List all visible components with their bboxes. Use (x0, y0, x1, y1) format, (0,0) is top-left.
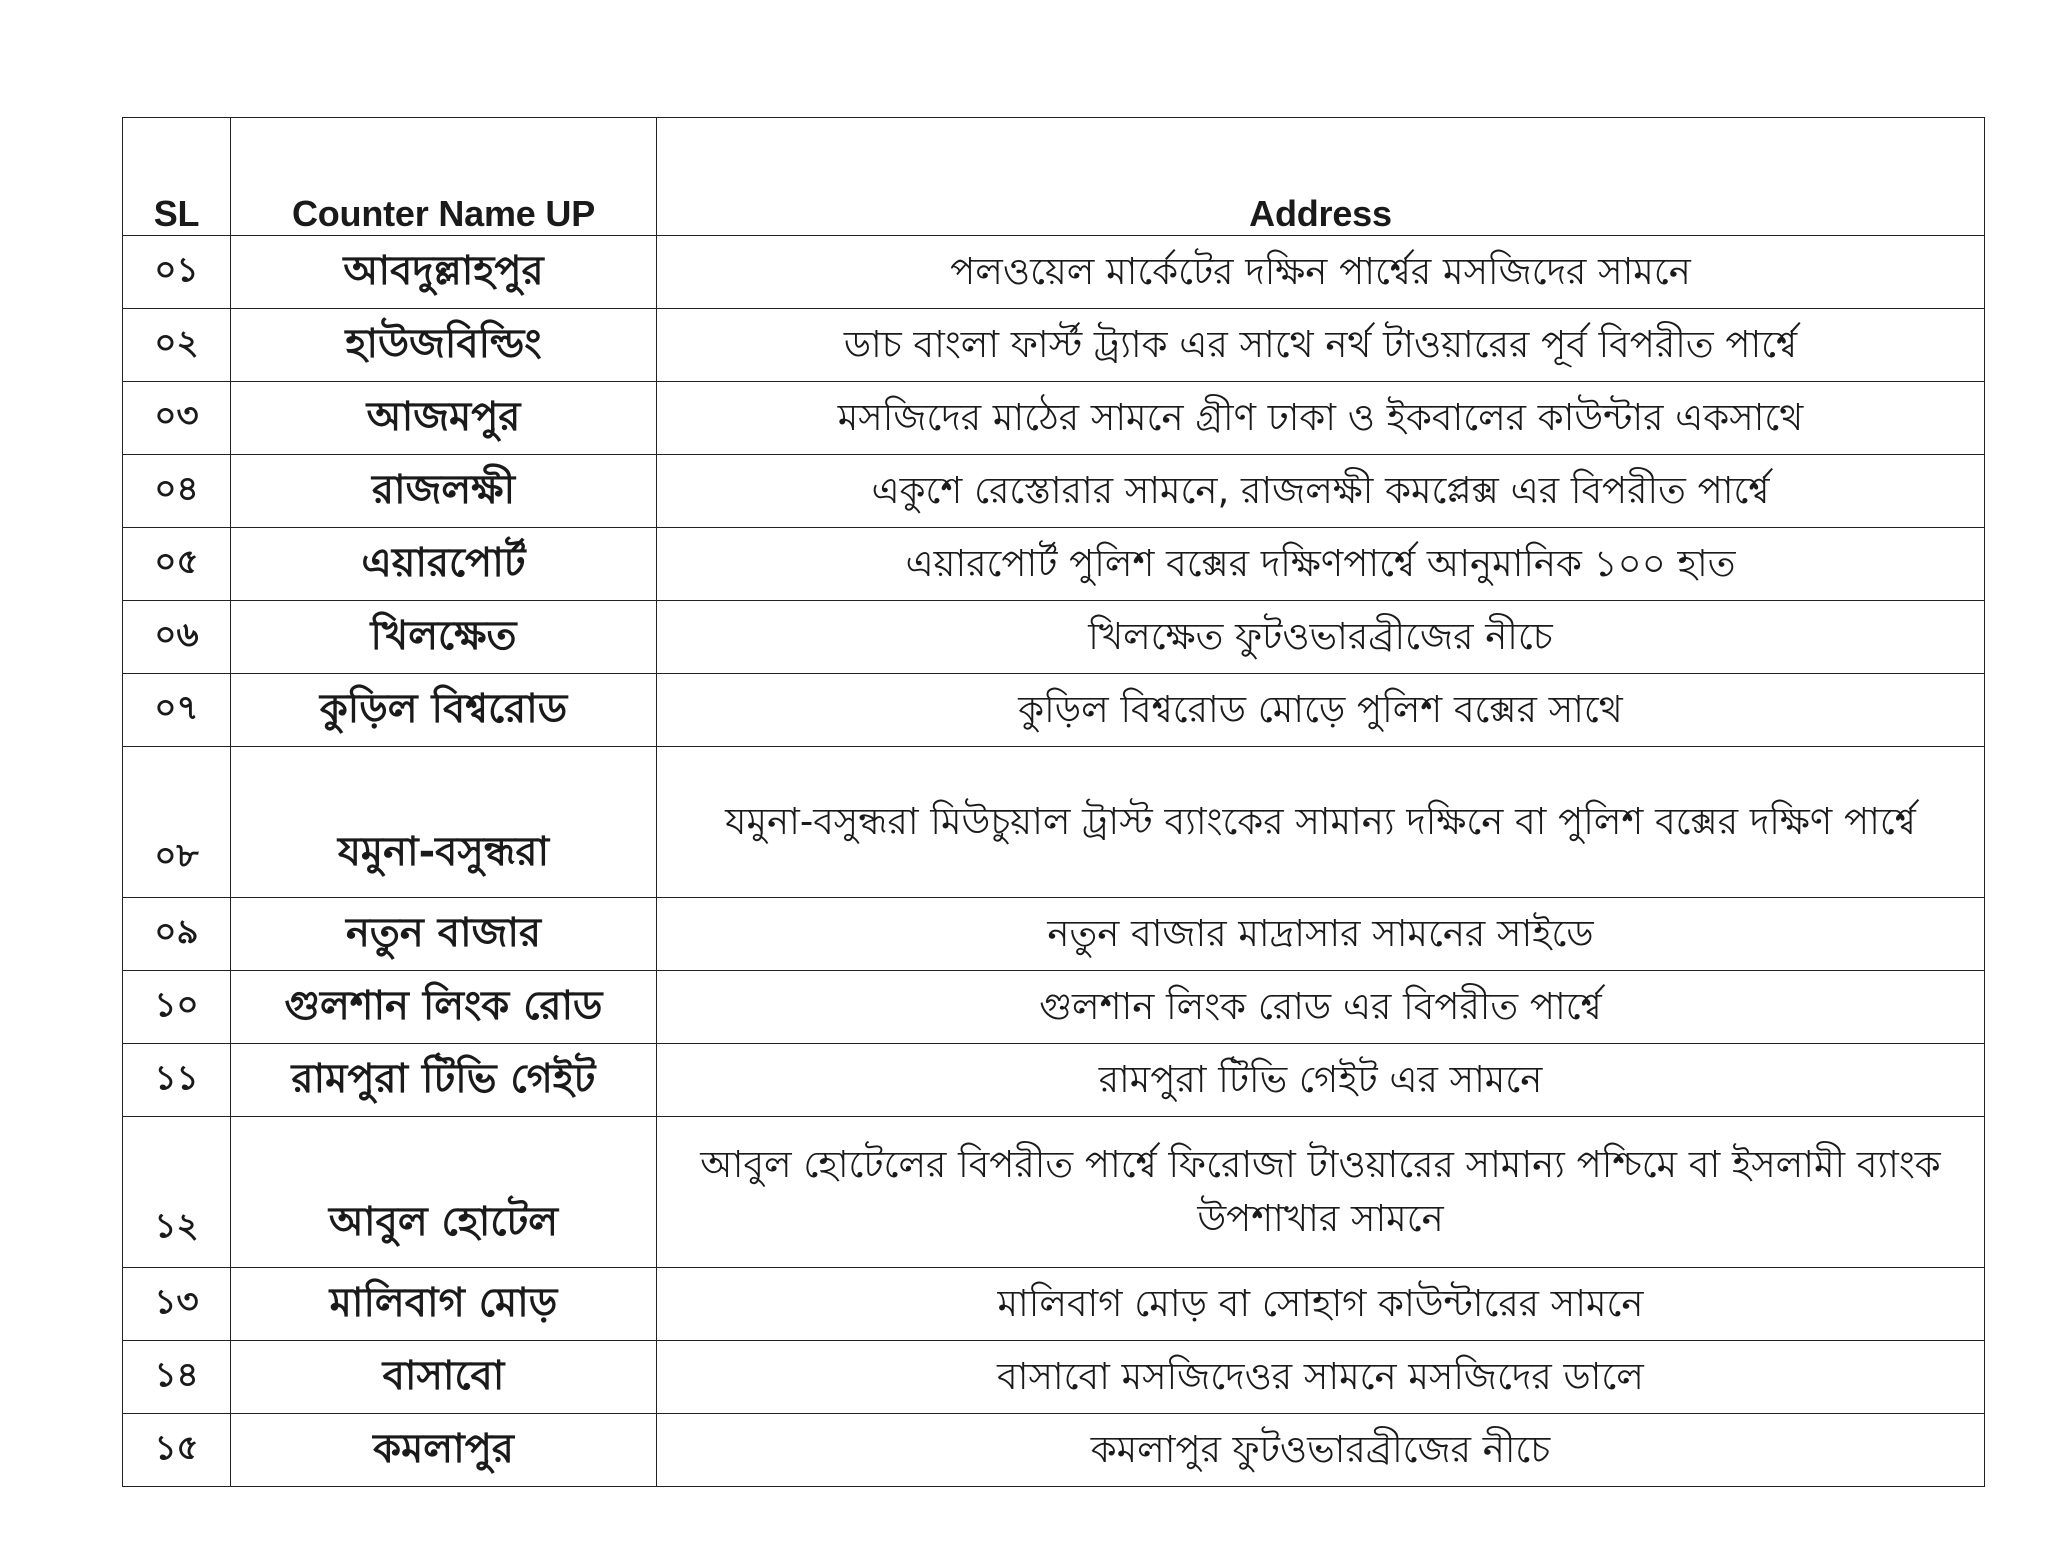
row-sl: ০৩ (123, 382, 231, 455)
table-row (123, 1044, 1985, 1117)
row-counter-name: যমুনা-বসুন্ধরা (231, 747, 657, 898)
row-sl: ১৫ (123, 1414, 231, 1487)
row-sl: ০৭ (123, 674, 231, 747)
row-sl: ১৩ (123, 1268, 231, 1341)
row-sl: ০২ (123, 309, 231, 382)
row-sl: ০৫ (123, 528, 231, 601)
row-counter-name: কুড়িল বিশ্বরোড (231, 674, 657, 747)
row-counter-name: রামপুরা টিভি গেইট (231, 1044, 657, 1117)
row-address: পলওয়েল মার্কেটের দক্ষিন পার্শ্বের মসজিদের সামনে (657, 236, 1985, 309)
row-counter-name: হাউজবিল্ডিং (231, 309, 657, 382)
row-sl: ১২ (123, 1117, 231, 1268)
table-row (123, 528, 1985, 601)
table-header (123, 118, 1985, 236)
row-address: কুড়িল বিশ্বরোড মোড়ে পুলিশ বক্সের সাথে (657, 674, 1985, 747)
table-row (123, 1341, 1985, 1414)
row-sl: ০১ (123, 236, 231, 309)
header-row (123, 118, 1985, 236)
row-sl: ০৪ (123, 455, 231, 528)
row-address: খিলক্ষেত ফুটওভারব্রীজের নীচে (657, 601, 1985, 674)
row-counter-name: নতুন বাজার (231, 898, 657, 971)
table-row (123, 1117, 1985, 1268)
row-address: কমলাপুর ফুটওভারব্রীজের নীচে (657, 1414, 1985, 1487)
counter-table (122, 117, 1985, 1487)
row-counter-name: গুলশান লিংক রোড (231, 971, 657, 1044)
row-counter-name: খিলক্ষেত (231, 601, 657, 674)
table-row (123, 601, 1985, 674)
row-counter-name: এয়ারপোর্ট (231, 528, 657, 601)
row-counter-name: বাসাবো (231, 1341, 657, 1414)
table-row (123, 1414, 1985, 1487)
row-address: মালিবাগ মোড় বা সোহাগ কাউন্টারের সামনে (657, 1268, 1985, 1341)
header-counter-name: Counter Name UP (231, 118, 657, 236)
table-row (123, 898, 1985, 971)
table-row (123, 455, 1985, 528)
row-address: গুলশান লিংক রোড এর বিপরীত পার্শ্বে (657, 971, 1985, 1044)
row-counter-name: আবুল হোটেল (231, 1117, 657, 1268)
row-counter-name: মালিবাগ মোড় (231, 1268, 657, 1341)
row-sl: ০৮ (123, 747, 231, 898)
row-sl: ০৯ (123, 898, 231, 971)
row-address: আবুল হোটেলের বিপরীত পার্শ্বে ফিরোজা টাওয়ারের সামান্য পশ্চিমে বা ইসলামী ব্যাংক উপশাখার সামনে (657, 1117, 1985, 1268)
row-counter-name: কমলাপুর (231, 1414, 657, 1487)
row-address: নতুন বাজার মাদ্রাসার সামনের সাইডে (657, 898, 1985, 971)
row-counter-name: আবদুল্লাহপুর (231, 236, 657, 309)
table-row (123, 971, 1985, 1044)
row-sl: ১১ (123, 1044, 231, 1117)
row-sl: ১৪ (123, 1341, 231, 1414)
header-sl: SL (123, 118, 231, 236)
header-address: Address (657, 118, 1985, 236)
row-address: যমুনা-বসুন্ধরা মিউচুয়াল ট্রাস্ট ব্যাংকের সামান্য দক্ষিনে বা পুলিশ বক্সের দক্ষিণ পার্শ্বে (657, 747, 1985, 898)
row-sl: ০৬ (123, 601, 231, 674)
table-row (123, 747, 1985, 898)
table-row (123, 309, 1985, 382)
table-row (123, 1268, 1985, 1341)
table-body (123, 236, 1985, 1487)
table-row (123, 382, 1985, 455)
row-sl: ১০ (123, 971, 231, 1044)
table-row (123, 236, 1985, 309)
row-address: রামপুরা টিভি গেইট এর সামনে (657, 1044, 1985, 1117)
row-counter-name: রাজলক্ষী (231, 455, 657, 528)
row-address: বাসাবো মসজিদেওর সামনে মসজিদের ডালে (657, 1341, 1985, 1414)
row-address: ডাচ বাংলা ফার্স্ট ট্র্যাক এর সাথে নর্থ টাওয়ারের পূর্ব বিপরীত পার্শ্বে (657, 309, 1985, 382)
row-address: মসজিদের মাঠের সামনে গ্রীণ ঢাকা ও ইকবালের কাউন্টার একসাথে (657, 382, 1985, 455)
row-counter-name: আজমপুর (231, 382, 657, 455)
row-address: একুশে রেস্তোরার সামনে, রাজলক্ষী কমপ্লেক্স এর বিপরীত পার্শ্বে (657, 455, 1985, 528)
table-row (123, 674, 1985, 747)
row-address: এয়ারপোর্ট পুলিশ বক্সের দক্ষিণপার্শ্বে আনুমানিক ১০০ হাত (657, 528, 1985, 601)
